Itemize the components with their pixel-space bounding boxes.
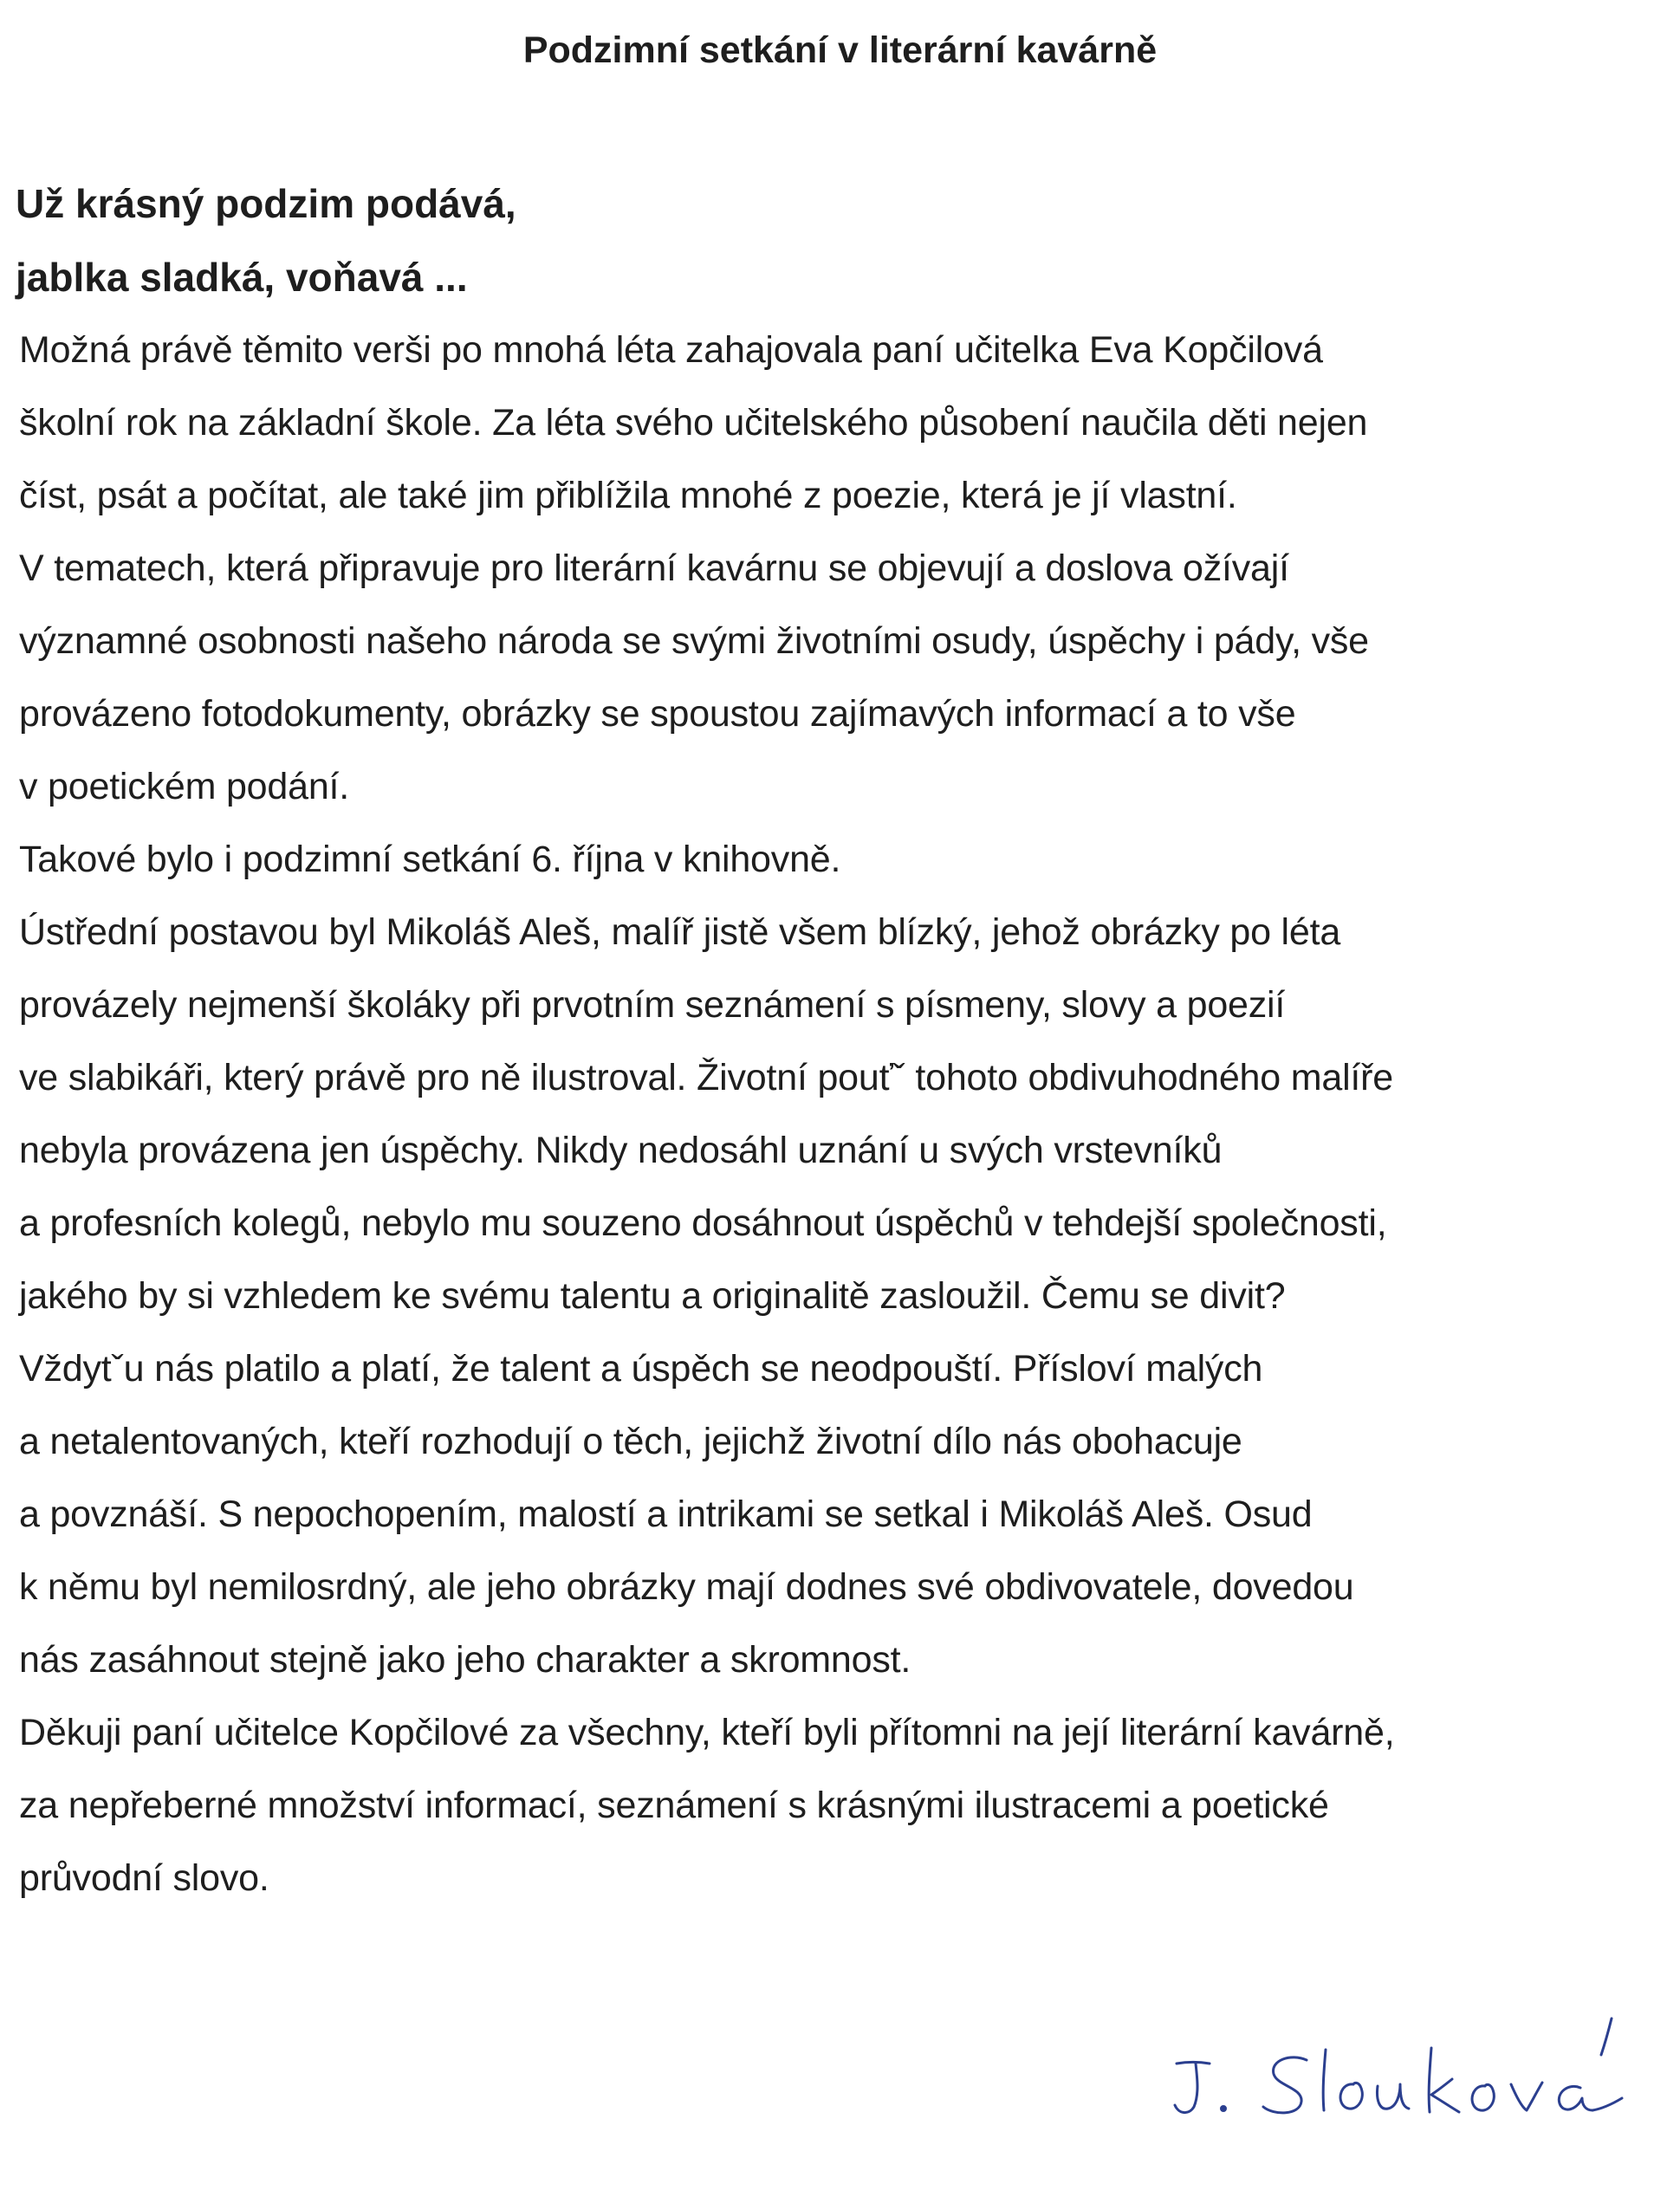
text-line: školní rok na základní škole. Za léta svého učitelského působení naučila děti nejen <box>19 402 1368 444</box>
text-line: Možná právě těmito verši po mnohá léta zahajovala paní učitelka Eva Kopčilová <box>19 329 1323 371</box>
text-line: k němu byl nemilosrdný, ale jeho obrázky mají dodnes své obdivovatele, dovedou <box>19 1566 1354 1608</box>
text-line: provázeno fotodokumenty, obrázky se spoustou zajímavých informací a to vše <box>19 693 1296 735</box>
handwritten-signature <box>1161 1992 1646 2131</box>
text-line: V tematech, která připravuje pro literární kavárnu se objevují a doslova ožívají <box>19 548 1289 589</box>
text-line: významné osobnosti našeho národa se svými životními osudy, úspěchy i pády, vše <box>19 620 1369 662</box>
text-line: Děkuji paní učitelce Kopčilové za všechny, kteří byli přítomni na její literární kavárně, <box>19 1712 1395 1753</box>
verse-line-1: Už krásný podzim podává, <box>16 181 516 226</box>
text-line: nás zasáhnout stejně jako jeho charakter a skromnost. <box>19 1639 911 1681</box>
text-line: nebyla provázena jen úspěchy. Nikdy nedosáhl uznání u svých vrstevníků <box>19 1130 1223 1171</box>
text-line: ve slabikáři, který právě pro ně ilustroval. Životní pouťˇ tohoto obdivuhodného malíře <box>19 1057 1393 1098</box>
text-line: a netalentovaných, kteří rozhodují o těch, jejichž životní dílo nás obohacuje <box>19 1421 1242 1462</box>
text-line: a profesních kolegů, nebylo mu souzeno dosáhnout úspěchů v tehdejší společnosti, <box>19 1202 1387 1244</box>
text-line: Takové bylo i podzimní setkání 6. října v knihovně. <box>19 839 841 880</box>
text-line: a povznáší. S nepochopením, malostí a intrikami se setkal i Mikoláš Aleš. Osud <box>19 1494 1313 1535</box>
verse-line-2: jablka sladká, voňavá ... <box>16 255 468 300</box>
page-title: Podzimní setkání v literární kavárně <box>522 29 1158 71</box>
article-body <box>19 314 1665 1915</box>
text-line: v poetickém podání. <box>19 766 350 807</box>
text-line: Ústřední postavou byl Mikoláš Aleš, malíř jistě všem blízký, jehož obrázky po léta <box>19 911 1341 953</box>
text-line: číst, psát a počítat, ale také jim přiblížila mnohé z poezie, která je jí vlastní. <box>19 475 1237 516</box>
text-line: jakého by si vzhledem ke svému talentu a originalitě zasloužil. Čemu se divit? <box>19 1275 1286 1317</box>
text-line: průvodní slovo. <box>19 1857 269 1899</box>
text-line: Vždytˇu nás platilo a platí, že talent a úspěch se neodpouští. Přísloví malých <box>19 1348 1263 1390</box>
text-line: za nepřeberné množství informací, seznámení s krásnými ilustracemi a poetické <box>19 1785 1329 1826</box>
text-line: provázely nejmenší školáky při prvotním seznámení s písmeny, slovy a poezií <box>19 984 1286 1026</box>
